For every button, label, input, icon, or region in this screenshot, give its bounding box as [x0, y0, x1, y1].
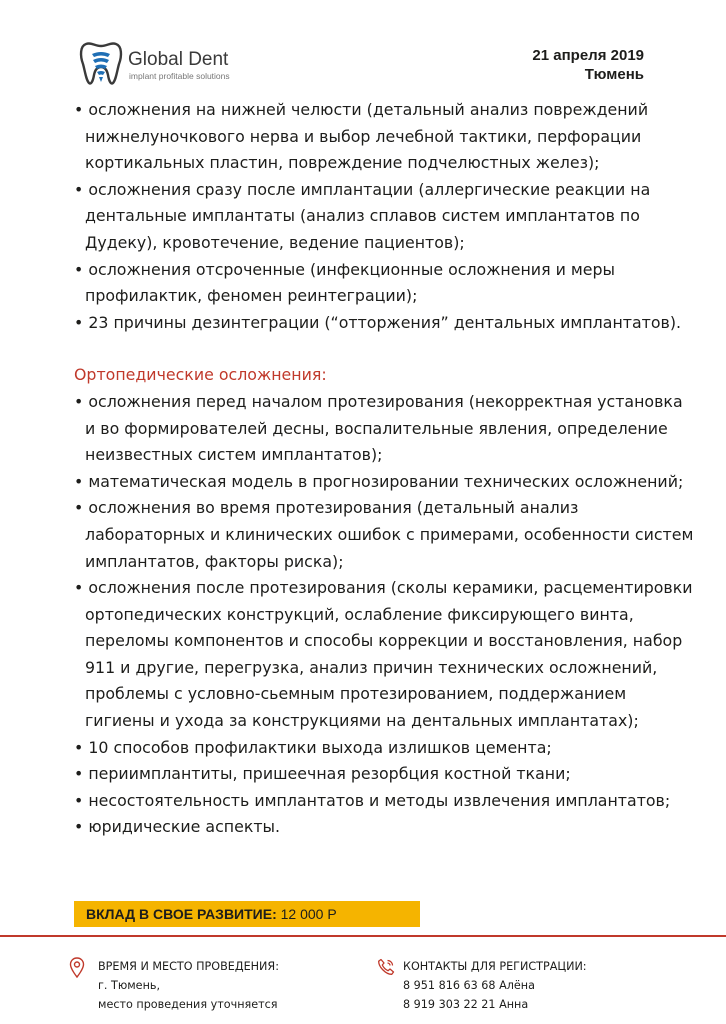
- orthopedic-complications-list: [74, 389, 694, 841]
- event-meta: [532, 46, 644, 84]
- list-item: • осложнения перед началом протезирования (некорректная установка и во формирователей десны, воспалительные явления, определение неизвестных систем имплантатов);: [74, 391, 683, 465]
- fee-label: ВКЛАД В СВОЕ РАЗВИТИЕ:: [86, 906, 277, 922]
- footer-divider: [0, 935, 726, 937]
- event-city: Тюмень: [584, 66, 644, 83]
- fee-value: 12 000 Р: [276, 906, 337, 922]
- venue-block: [98, 957, 279, 1014]
- program-content: [74, 97, 694, 841]
- section-title-orthopedic: Ортопедические осложнения:: [74, 365, 327, 385]
- brand-name: Global Dent: [128, 49, 229, 70]
- contact-phone[interactable]: 8 919 303 22 21 Анна: [403, 998, 529, 1011]
- list-item: • осложнения после протезирования (сколы керамики, расцементировки ортопедических конструкций, ослабление фиксирующего винта, переломы компонентов и способы коррекции и восстановления, набор 911 и другие, перегрузка, анализ причин технических осложнений, проблемы с условно-сьемным протезированием, поддержанием гигиены и ухода за конструкциями на дентальных имплантатах);: [74, 578, 693, 731]
- list-item: • математическая модель в прогнозировании технических осложнений;: [74, 471, 684, 491]
- list-item: • осложнения во время протезирования (детальный анализ лабораторных и клинических ошибок с примерами, особенности систем имплантатов, факторы риска);: [74, 498, 694, 571]
- list-item: • несостоятельность имплантатов и методы извлечения имплантатов;: [74, 790, 671, 810]
- phone-icon: [377, 958, 395, 976]
- list-item: • осложнения на нижней челюсти (детальный анализ повреждений нижнелуночкового нерва и выбор лечебной тактики, перфорации кортикальных пластин, повреждение подчелюстных желез);: [74, 100, 649, 173]
- contacts-block: [403, 957, 587, 1014]
- event-date: 21 апреля 2019: [532, 47, 644, 64]
- venue-line: г. Тюмень,: [98, 979, 161, 992]
- contact-phone[interactable]: 8 951 816 63 68 Алёна: [403, 979, 535, 992]
- venue-title: ВРЕМЯ И МЕСТО ПРОВЕДЕНИЯ:: [98, 960, 279, 973]
- fee-banner: [74, 901, 420, 927]
- tooth-logo-icon: [78, 40, 124, 86]
- contacts-title: КОНТАКТЫ ДЛЯ РЕГИСТРАЦИИ:: [403, 960, 587, 973]
- brand-logo: [78, 40, 248, 88]
- list-item: • осложнения отсроченные (инфекционные осложнения и меры профилактик, феномен реинтеграции);: [74, 259, 616, 306]
- list-item: • осложнения сразу после имплантации (аллергические реакции на дентальные имплантаты (анализ сплавов систем имплантатов по Дудеку), кровотечение, ведение пациентов);: [74, 179, 651, 252]
- list-item: • 10 способов профилактики выхода излишков цемента;: [74, 737, 552, 757]
- surgical-complications-list: [74, 97, 694, 336]
- location-pin-icon: [69, 957, 85, 979]
- list-item: • юридические аспекты.: [74, 817, 281, 837]
- list-item: • 23 причины дезинтеграции (“отторжения” дентальных имплантатов).: [74, 312, 682, 332]
- venue-line: место проведения уточняется: [98, 998, 278, 1011]
- brand-tagline: implant profitable solutions: [129, 71, 230, 81]
- list-item: • периимплантиты, пришеечная резорбция костной ткани;: [74, 764, 571, 784]
